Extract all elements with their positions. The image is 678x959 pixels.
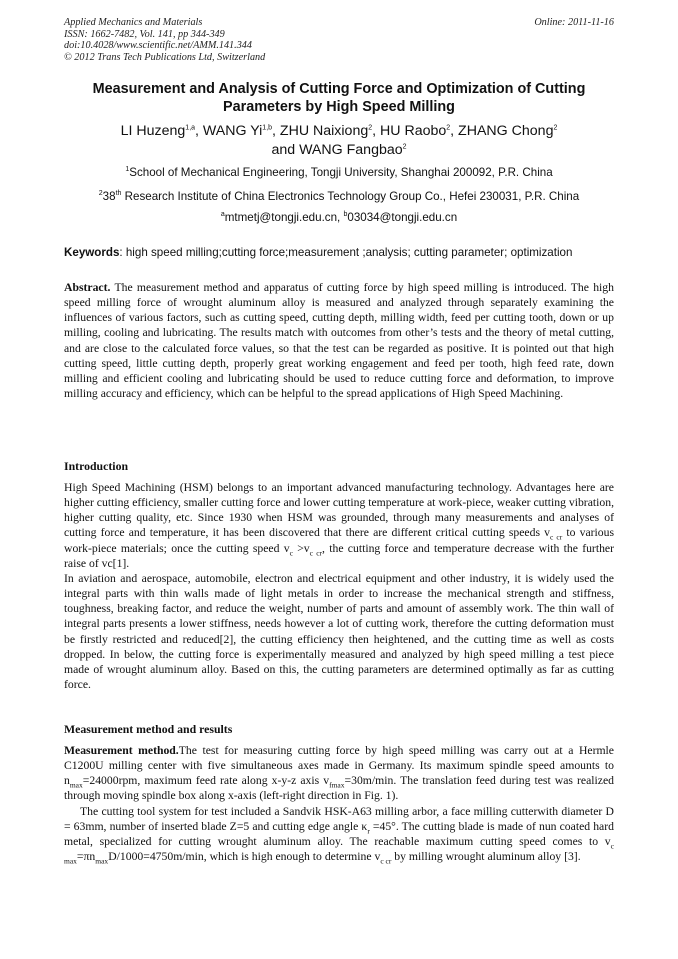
affiliation-2: $^2$38th Research Institute of China Electronics Technology Group Co., Hefei 230031, P.R. China	[98, 190, 580, 203]
issn-line: ISSN: 1662-7482, Vol. 141, pp 344-349	[64, 28, 225, 40]
author-name: and WANG Fangbao	[271, 141, 403, 158]
author-affiliation-mark: 2	[402, 142, 407, 150]
online-date: Online: 2011-11-16	[534, 17, 614, 28]
author-name: , WANG Yi	[195, 123, 263, 139]
section-heading-introduction: Introduction	[64, 459, 129, 473]
paragraph: The cutting tool system for test included a Sandvik HSK-A63 milling arbor, a face milling cutterwith diameter D = 63mm, number of inserted blade Z=5 and cutting edge angle $\kappa_r =45^\circ$. The cutting blade is made of nun coated hard metal, specialized for cutting wrought aluminum alloy. The reachable maximum cutting speed comes to $v_{c max}=\pi n_{max}D/1000=4750m/\min$, which is high enough to determine $v_{c cr}$ by milling wrought aluminum alloy [3].	[64, 804, 614, 866]
abstract-text: The measurement method and apparatus of cutting force by high speed milling is introduced. The high speed milling force of wrought aluminum alloy is measured and analyzed through separately examining the influences of various factors, such as cutting speed, cutting depth, milling width, feed per cutting tooth, down or up milling, cooling and lubricating. The results match with outcomes from other’s tests and the theory of metal cutting, and are close to the calculated force values, so that the test can be regarded as positive. It is pointed out that high cutting speed, little cutting depth, properly great working engagement and feed per tooth, high feed rate, down milling and efficient cooling and lubricating should be used to reduce cutting force and deformation, to improve milling accuracy and efficiency, which can be helpful to the spread applications of High Speed Machining.	[64, 281, 614, 401]
author-affiliation-mark: 1,b	[262, 124, 273, 132]
author-name: , ZHANG Chong	[450, 123, 554, 139]
author-affiliation-mark: 2	[368, 124, 373, 132]
paragraph: In aviation and aerospace, automobile, electron and electrical equipment and other industry, it is widely used the integral parts with thin walls made of light metals in order to increase the mechanical strength and stiffness, toughness, breaking factor, and reduce the weight, number of parts and amount of assembly work. The thin wall of integral parts presents a lower stiffness, needs however a lot of cutting work, therefore the cutting deformation must be firstly restricted and reduced[2], the cutting efficiency then heightened, and the cutting time as well as costs dropped. In below, the cutting force is experimentally measured and analyzed by high speed milling a test piece made of wrought aluminum alloy. Based on this, the cutting parameters are determined optimally as far as cutting force.	[64, 571, 614, 692]
abstract-label: Abstract.	[64, 281, 111, 294]
author-emails: $^a$mtmetj@tongji.edu.cn, $^b$03034@tongji.edu.cn	[220, 211, 458, 224]
subsection-label: Measurement method.	[64, 744, 179, 757]
keywords	[64, 246, 624, 260]
email-link[interactable]: mtmetj@tongji.edu.cn,	[224, 211, 344, 224]
paper-title: Measurement and Analysis of Cutting Force and Optimization of Cutting Parameters by High Speed Milling	[92, 81, 586, 115]
measurement-body	[64, 743, 614, 864]
author-affiliation-mark: 2	[446, 124, 451, 132]
abstract	[64, 280, 614, 401]
author-affiliation-mark: 1,a	[185, 124, 196, 132]
author-name: , ZHU Naixiong	[272, 123, 369, 139]
author-list	[52, 122, 626, 159]
paragraph: High Speed Machining (HSM) belongs to an important advanced manufacturing technology. Advantages here are higher cutting efficiency, smaller cutting force and lower cutting temperature at work-piece, weaker cutting vibration, higher cutting quality, etc. Since 1930 when HSM was grounded, through many measurements and analyses of cutting force and temperature, it has been discovered that there are different critical cutting speeds $v_{c cr}$ to various work-piece materials; once the cutting speed $v_c >v_{c cr}$, the cutting force and temperature decrease with the further raise of vc[1].	[64, 481, 615, 570]
author-name: LI Huzeng	[120, 123, 186, 139]
copyright-line: © 2012 Trans Tech Publications Ltd, Switzerland	[64, 51, 266, 63]
journal-header	[64, 17, 265, 63]
author-name: , HU Raobo	[372, 123, 447, 139]
affiliation-1: $^1$School of Mechanical Engineering, Tongji University, Shanghai 200092, P.R. China	[125, 166, 553, 179]
doi-line: doi:10.4028/www.scientific.net/AMM.141.344	[64, 40, 252, 52]
author-affiliation-mark: 2	[553, 124, 558, 132]
email-link[interactable]: 03034@tongji.edu.cn	[347, 211, 458, 224]
introduction-body	[64, 480, 614, 692]
journal-name: Applied Mechanics and Materials	[64, 17, 203, 28]
keywords-label: Keywords	[64, 246, 120, 259]
paragraph: Measurement method.The test for measuring cutting force by high speed milling was carry out at a Hermle C1200U milling center with five simultaneous axes made in Germany. Its maximum spindle speed amounts to $n_{max}=24000rpm$, maximum feed rate along x-y-z axis $v_{fmax}=30m/\min$. The translation feed during test was realized through moving spindle box along x-axis (left-right direction in Fig. 1).	[64, 744, 614, 803]
section-heading-measurement: Measurement method and results	[64, 722, 233, 736]
keywords-text: : high speed milling;cutting force;measurement ;analysis; cutting parameter; optimization	[119, 246, 573, 259]
